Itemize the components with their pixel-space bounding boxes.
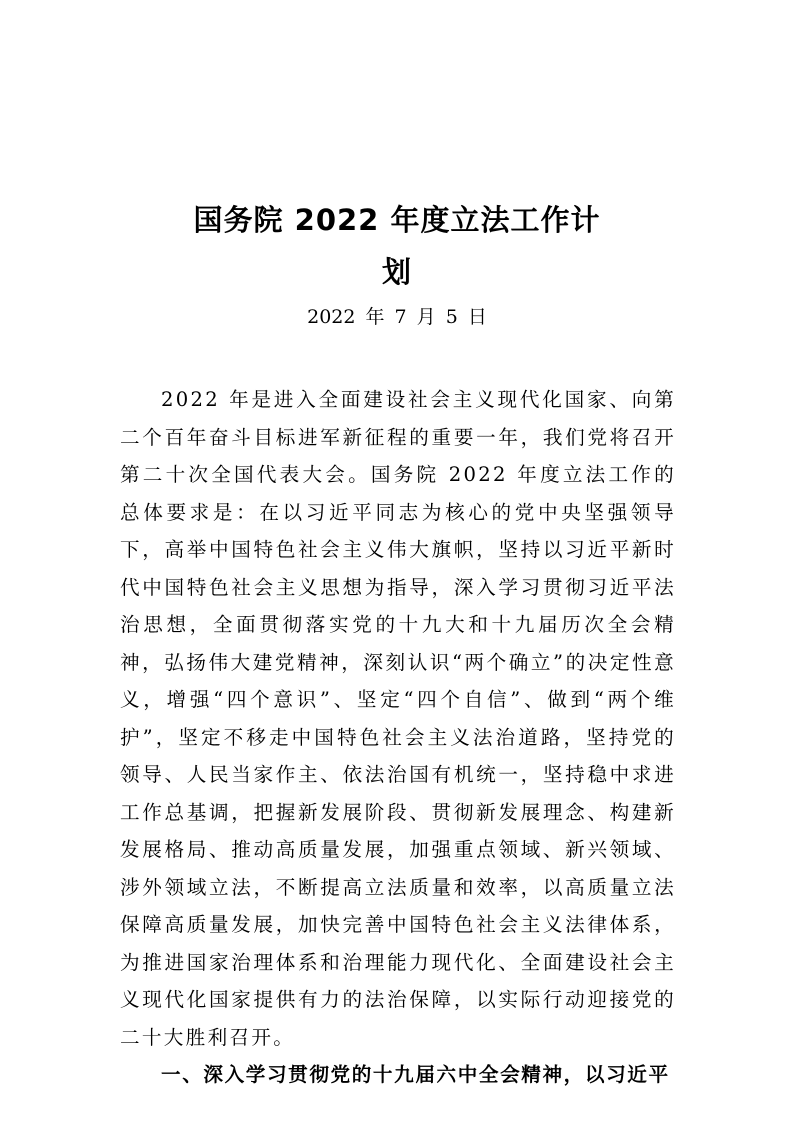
section-heading: 一、深入学习贯彻党的十九届六中全会精神，以习近平	[161, 1063, 670, 1086]
document-date: 2022 年 7 月 5 日	[307, 306, 487, 328]
body-paragraph: 2022 年是进入全面建设社会主义现代化国家、向第二个百年奋斗目标进军新征程的重要一年，我们党将召开第二十次全国代表大会。国务院 2022 年度立法工作的总体要求是：在以习近平同志为核心的党中央坚强领导下，高举中国特色社会主义伟大旗帜，坚持以习近平新时代中国特色社会主义思想为指导，深入学习贯彻习近平法治思想，全面贯彻落实党的十九大和十九届历次全会精神，弘扬伟大建党精神，深刻认识“两个确立”的决定性意义，增强“四个意识”、坚定“四个自信”、做到“两个维护”，坚定不移走中国特色社会主义法治道路，坚持党的领导、人民当家作主、依法治国有机统一，坚持稳中求进工作总基调，把握新发展阶段、贯彻新发展理念、构建新发展格局、推动高质量发展，加强重点领域、新兴领域、涉外领域立法，不断提高立法质量和效率，以高质量立法保障高质量发展，加快完善中国特色社会主义法律体系，为推进国家治理体系和治理能力现代化、全面建设社会主义现代化国家提供有力的法治保障，以实际行动迎接党的二十大胜利召开。	[120, 388, 676, 1049]
document-body	[120, 381, 676, 1094]
document-title-line-2: 划	[381, 255, 412, 289]
document-title-line-1: 国务院 2022 年度立法工作计	[193, 203, 601, 237]
